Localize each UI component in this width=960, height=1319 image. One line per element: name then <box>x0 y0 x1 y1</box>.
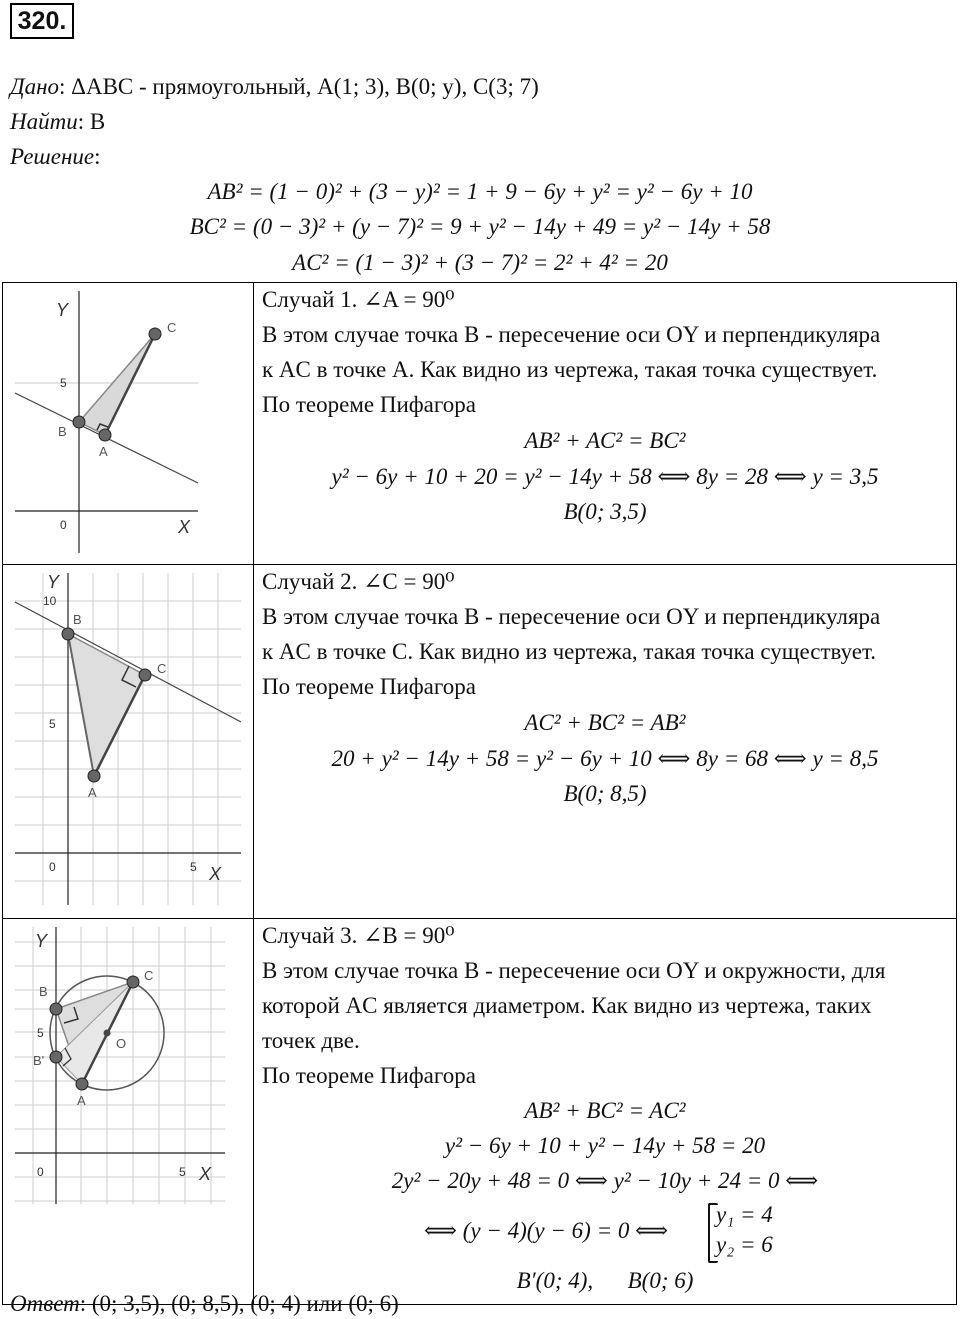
case-2-eq-2: 20 + y² − 14y + 58 = y² − 6y + 10 ⟺ 8y = 68 ⟺ y = 8,5 <box>331 746 879 771</box>
tick-y-5: 5 <box>60 376 67 390</box>
solution-text: : <box>94 144 101 169</box>
point-a <box>88 770 100 782</box>
origin-label: 0 <box>49 860 56 874</box>
case-3-eq-4-left: ⟺ (y − 4)(y − 6) = 0 ⟺ <box>424 1218 669 1243</box>
axis-x-label: X <box>199 1164 212 1184</box>
case-1-line-3: По теореме Пифагора <box>262 392 476 417</box>
case-1-text-cell <box>254 283 957 565</box>
case-2-eq-3: B(0; 8,5) <box>563 781 647 806</box>
case-3-text-cell <box>254 919 957 1305</box>
case-3-line-2: которой AC является диаметром. Как видно из чертежа, таких <box>262 993 872 1018</box>
case-3-system-1: y₁ = 4 <box>716 1202 773 1227</box>
case-2-eq-1: AC² + BC² = AB² <box>524 710 686 735</box>
case-3-eq-5: B′(0; 4), B(0; 6) <box>516 1268 694 1293</box>
case-3-line-4: По теореме Пифагора <box>262 1063 476 1088</box>
label-a: A <box>88 785 97 800</box>
find-line <box>10 107 105 137</box>
case-2-text-cell <box>254 565 957 919</box>
point-b <box>50 1003 62 1015</box>
axis-y-label: Y <box>47 572 60 592</box>
case-3-eq-3: 2y² − 20y + 48 = 0 ⟺ y² − 10y + 24 = 0 ⟺ <box>391 1168 819 1193</box>
tick-y-5: 5 <box>49 717 56 731</box>
formula-ab: AB² = (1 − 0)² + (3 − y)² = 1 + 9 − 6y + y² = y² − 6y + 10 <box>207 179 753 204</box>
case-2-title: Случай 2. ∠C = 90⁰ <box>262 569 455 594</box>
tick-x-5: 5 <box>190 860 197 874</box>
label-c: C <box>167 320 177 335</box>
label-c: C <box>157 661 167 676</box>
given-text: : ΔABC - прямоугольный, A(1; 3), B(0; y), C(3; 7) <box>59 74 539 99</box>
tick-x-5: 5 <box>179 1165 186 1179</box>
cases-table <box>2 282 957 1305</box>
label-b: B <box>58 424 67 439</box>
origin-label: 0 <box>60 518 67 532</box>
case-3-title: Случай 3. ∠B = 90⁰ <box>262 923 455 948</box>
answer-text: : (0; 3,5), (0; 8,5), (0; 4) или (0; 6) <box>79 1291 399 1316</box>
tick-y-5: 5 <box>37 1026 44 1040</box>
case-2-line-1: В этом случае точка B - пересечение оси OY и перпендикуляра <box>262 604 881 629</box>
point-c <box>149 328 161 340</box>
point-b <box>62 628 74 640</box>
case-3-figure-cell <box>3 919 254 1305</box>
case-2-figure-cell <box>3 565 254 919</box>
case-2-figure <box>3 565 253 913</box>
find-text: : B <box>77 109 106 134</box>
axis-x-label: X <box>209 864 222 884</box>
case-3-line-1: В этом случае точка B - пересечение оси OY и окружности, для <box>262 958 886 983</box>
case-1-eq-1: AB² + AC² = BC² <box>524 428 686 453</box>
label-b: B <box>39 984 48 999</box>
point-c <box>139 669 151 681</box>
given-line <box>10 72 539 102</box>
case-1-title: Случай 1. ∠A = 90⁰ <box>262 287 455 312</box>
label-a: A <box>99 444 108 459</box>
point-b-prime <box>50 1051 62 1063</box>
point-c <box>127 976 139 988</box>
axis-x-label: X <box>178 517 191 537</box>
label-b: B <box>73 612 82 627</box>
case-1-eq-3: B(0; 3,5) <box>563 499 647 524</box>
point-a <box>76 1078 88 1090</box>
point-b <box>73 416 85 428</box>
case-3-line-3: точек две. <box>262 1028 360 1053</box>
label-o: O <box>116 1036 127 1051</box>
case-3-eq-2: y² − 6y + 10 + y² − 14y + 58 = 20 <box>444 1133 766 1158</box>
formula-bc: BC² = (0 − 3)² + (y − 7)² = 9 + y² − 14y + 49 = y² − 14y + 58 <box>189 214 771 239</box>
case-1-figure <box>3 283 253 559</box>
case-1-figure-cell <box>3 283 254 565</box>
case-3-system-2: y₂ = 6 <box>716 1232 773 1257</box>
find-label: Найти <box>10 109 78 134</box>
case-1-row <box>3 283 957 565</box>
case-1-line-2: к AC в точке A. Как видно из чертежа, такая точка существует. <box>262 357 878 382</box>
case-3-row <box>3 919 957 1305</box>
point-a <box>99 429 111 441</box>
label-a: A <box>77 1093 86 1108</box>
case-3-eq-1: AB² + BC² = AC² <box>524 1098 686 1123</box>
given-label: Дано <box>10 74 60 99</box>
case-2-line-2: к AC в точке C. Как видно из чертежа, такая точка существует. <box>262 639 877 664</box>
label-c: C <box>144 968 154 983</box>
answer-label: Ответ <box>10 1291 80 1316</box>
origin-label: 0 <box>37 1165 44 1179</box>
answer-line <box>10 1289 399 1319</box>
case-3-figure <box>3 919 253 1299</box>
tick-y-10: 10 <box>43 594 57 608</box>
case-2-line-3: По теореме Пифагора <box>262 674 476 699</box>
solution-label: Решение <box>10 144 95 169</box>
case-2-row <box>3 565 957 919</box>
problem-number: 320. <box>10 3 74 39</box>
axis-y-label: Y <box>56 300 69 320</box>
formula-ac: AC² = (1 − 3)² + (3 − 7)² = 2² + 4² = 20 <box>292 250 668 275</box>
label-b-prime: B' <box>33 1053 45 1068</box>
solution-line <box>10 142 101 172</box>
case-1-eq-2: y² − 6y + 10 + 20 = y² − 14y + 58 ⟺ 8y = 28 ⟺ y = 3,5 <box>331 464 879 489</box>
case-3-eq-4 <box>254 1201 956 1261</box>
axis-y-label: Y <box>35 931 48 951</box>
point-o <box>104 1030 111 1037</box>
case-1-line-1: В этом случае точка B - пересечение оси OY и перпендикуляра <box>262 322 881 347</box>
